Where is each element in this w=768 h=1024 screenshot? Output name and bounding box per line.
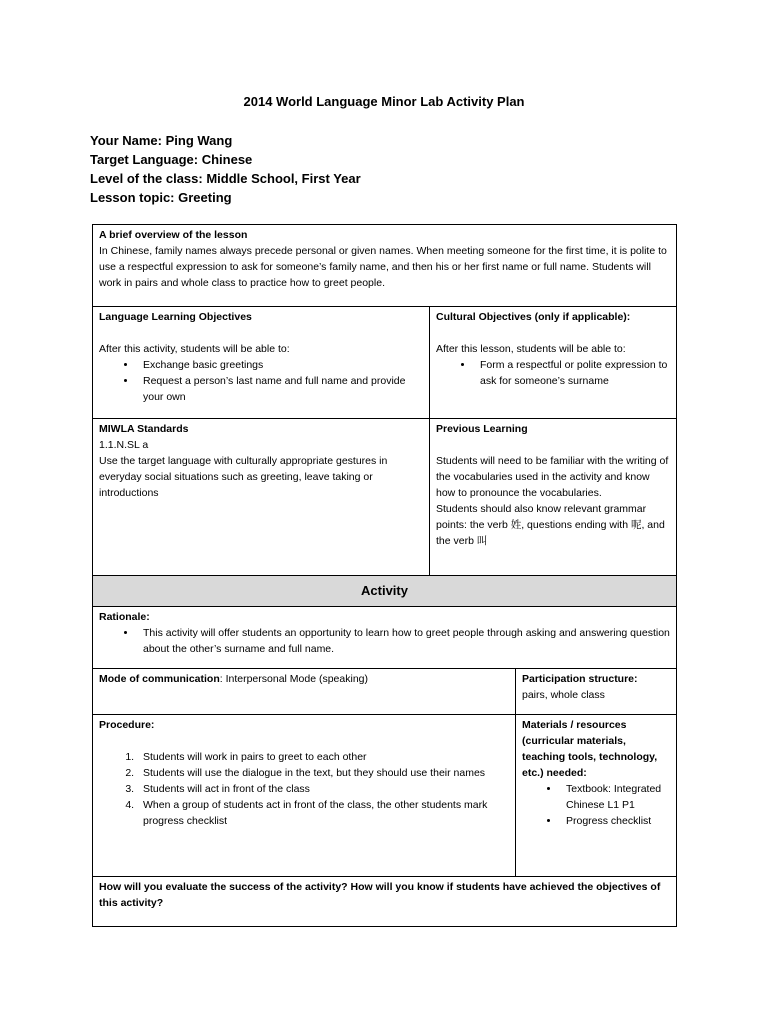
rationale-cell (93, 607, 677, 669)
previous-learning-cell (430, 419, 677, 576)
lesson-topic: Lesson topic: Greeting (90, 190, 232, 205)
list-item: 3. Students will act in front of the class (137, 781, 509, 797)
list-item: • Exchange basic greetings (137, 357, 423, 373)
procedure-cell (93, 715, 516, 877)
header-info (90, 131, 361, 207)
target-language: Target Language: Chinese (90, 152, 253, 167)
list-item: • Form a respectful or polite expression to ask for someone’s surname (474, 357, 670, 389)
plan-table (92, 224, 676, 927)
list-item: • Textbook: Integrated Chinese L1 P1 (560, 781, 670, 813)
mode-label: Mode of communication (99, 673, 220, 685)
list-item: 1. Students will work in pairs to greet to each other (137, 749, 509, 765)
mode-cell (93, 669, 516, 715)
procedure-heading: Procedure: (99, 719, 155, 731)
language-objectives-cell (93, 307, 430, 419)
overview-cell (93, 225, 677, 307)
participation-heading: Participation structure: (522, 673, 638, 685)
evaluation-heading: How will you evaluate the success of the activity? How will you know if students have achieved the objectives of this activity? (99, 881, 661, 909)
standards-code: 1.1.N.SL a (99, 439, 149, 451)
list-item: • This activity will offer students an opportunity to learn how to greet people through asking and answering question about the other’s surname and full name. (137, 625, 670, 657)
language-objectives-intro: After this activity, students will be able to: (99, 343, 290, 355)
class-level: Level of the class: Middle School, First Year (90, 171, 361, 186)
overview-heading: A brief overview of the lesson (99, 229, 248, 241)
list-item: • Request a person’s last name and full name and provide your own (137, 373, 423, 405)
evaluation-cell (93, 877, 677, 927)
mode-value: : Interpersonal Mode (speaking) (219, 673, 368, 685)
participation-value: pairs, whole class (522, 689, 605, 701)
previous-learning-heading: Previous Learning (436, 423, 528, 435)
document-title: 2014 World Language Minor Lab Activity Plan (243, 94, 525, 109)
author-name: Your Name: Ping Wang (90, 133, 233, 148)
language-objectives-heading: Language Learning Objectives (99, 311, 252, 323)
participation-cell (516, 669, 677, 715)
cultural-objectives-heading: Cultural Objectives (only if applicable): (436, 311, 631, 323)
previous-learning-para2: Students should also know relevant grammar points: the verb 姓, questions ending with 呢, and the verb 叫 (436, 503, 665, 547)
materials-heading: Materials / resources (curricular materials, teaching tools, technology, etc.) needed: (522, 719, 658, 779)
list-item: 2. Students will use the dialogue in the text, but they should use their names (137, 765, 509, 781)
list-item: 4. When a group of students act in front of the class, the other students mark progress checklist (137, 797, 509, 829)
standards-cell (93, 419, 430, 576)
standards-heading: MIWLA Standards (99, 423, 189, 435)
list-item: • Progress checklist (560, 813, 670, 829)
materials-cell (516, 715, 677, 877)
rationale-heading: Rationale: (99, 611, 150, 623)
standards-text: Use the target language with culturally appropriate gestures in everyday social situations such as greeting, leave taking or introductions (99, 455, 388, 499)
cultural-objectives-intro: After this lesson, students will be able to: (436, 343, 626, 355)
overview-text: In Chinese, family names always precede personal or given names. When meeting someone for the first time, it is polite to use a respectful expression to ask for someone’s family name, and then his or her first name or full name. Students will work in pairs and whole class to practice how to greet people. (99, 245, 667, 289)
previous-learning-para1: Students will need to be familiar with the writing of the vocabularies used in the activity and know how to pronounce the vocabularies. (436, 455, 669, 499)
cultural-objectives-cell (430, 307, 677, 419)
activity-banner: Activity (93, 576, 677, 607)
